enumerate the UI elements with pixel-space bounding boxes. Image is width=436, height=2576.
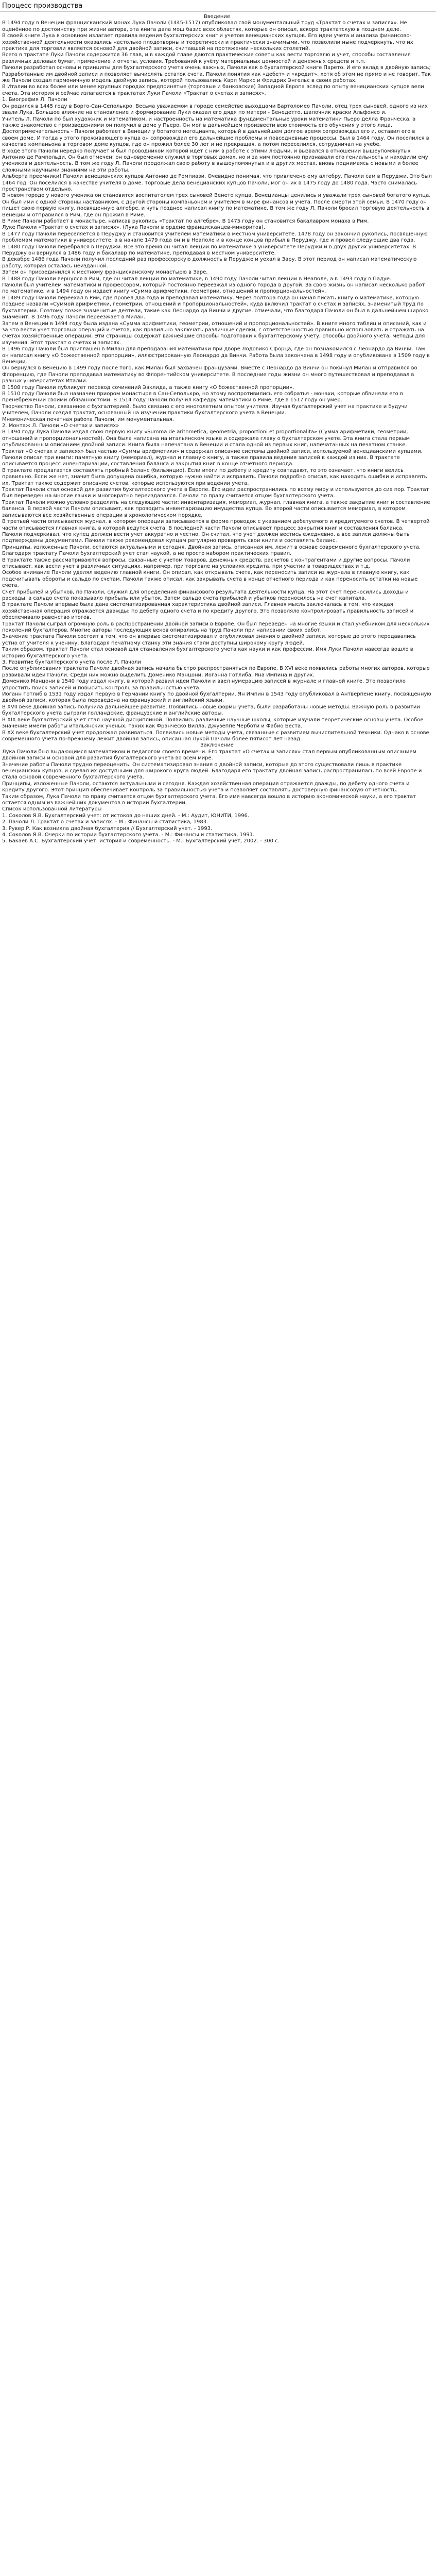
paragraph: 4. Соколов Я.В. Очерки по истории бухгалтерского учета. - М.: Финансы и статистика, 1991. [2, 832, 255, 838]
paragraph: Творчество Пачоли, связанное с бухгалтерией, было связано с его многолетним опытом учителя. Изучая бухгалтерский учет на практике и будучи учителем, Пачоли создал трактат, основанный на изучении практики бухгалтерского учета в Венеции. [2, 403, 409, 416]
paragraph: Особое внимание Пачоли уделял ведению главной книги. Он описал, как открывать счета, как переносить записи из журнала в главную книгу, как подсчитывать обороты и сальдо по счетам. Пачоли также описал, как закрывать счета в конце отчетного периода и как переносить остатки на новые счета. [2, 570, 420, 589]
paragraph: После опубликования трактата Пачоли двойная запись начала быстро распространяться по Европе. В XVI веке появились работы многих авторов, которые развивали идеи Пачоли. Среди них можно выделить Доменико Манцони, Иоганна Готлиба, Яна Импина и других. [2, 666, 432, 678]
paragraph: В третьей части описывается журнал, в котором операции записываются в форме проводок с указанием дебетуемого и кредитуемого счетов. В четвертой части описывается главная книга, в которой ведутся счета. В последней части Пачоли описывает процесс закрытия книг и составления баланса. [2, 519, 431, 531]
paragraph: Альберта преемники! Пачоли венецианских купцов Антонио де Ромпиази. Очевидно понимая, что привлечено ему алгебру, Пачоли сам в Перуджи. Это был 1464 год. Он поселился в качестве учителя в доме. Торговые дела венецианских купцов Пачоли, мог он их в 1475 году до 1480 года. Часто снималась пространством отдельно. [2, 174, 434, 192]
paragraph: В 1494 году Лука Пачоли издал свою первую книгу «Summa de arithmetica, geometria, proportioni et proportionalita» (Сумма арифметики, геометрии, отношений и пропорциональностей). Она была написана на итальянском языке и содержала главу о бухгалтерском учете. Эта книга стала первым опубликованным описанием двойной записи. Книга была напечатана в Венеции и стала одной из первых книг, напечатанных на печатном станке. [2, 429, 412, 448]
paragraph: Таким образом, Лука Пачоли по праву считается отцом бухгалтерского учета. Его имя навсегда вошло в историю экономической науки, а его трактат остается одним из важнейших документов в истории бухгалтерии. [2, 793, 418, 806]
paragraph: Иоганн Готлиб в 1531 году издал первую в Германии книгу по двойной бухгалтерии. Ян Импин в 1543 году опубликовал в Антверпене книгу, посвященную двойной записи, которая была переведена на французский и английский языки. [2, 691, 433, 704]
paragraph: Затем он присоединился к местному францисканскому монастырю в Заре. [2, 269, 208, 276]
paragraph: Значение трактата Пачоли состоит в том, что он впервые систематизировал и опубликовал знания о двойной записи, которые до этого передавались устно от учителя к ученику. Благодаря печатному станку эти знания стали доступны широкому кругу людей. [2, 634, 418, 646]
paragraph: Трактат Пачоли сыграл огромную роль в распространении двойной записи в Европе. Он был переведен на многие языки и стал учебником для нескольких поколений бухгалтеров. Многие авторы последующих веков опирались на труд Пачоли при написании своих работ. [2, 621, 431, 633]
paragraph: 2. Пачоли Л. Трактат о счетах и записях. - М.: Финансы и статистика, 1983. [2, 819, 208, 825]
paragraph: Затем в Венеции в 1494 году была издана «Сумма арифметики, геометрии, отношений и пропорциональностей». В книге много таблиц и описаний, как и за что вести учет торговых операций и счетов, как правильно заключать различные сделки, с ответственностью правильно использовать и отражать на счетах хозяйственные операции. Эти страницы содержат важнейшие способы подготовки к бухгалтерскому учету, способы двойного учета, методы для изучения. Этот трактат о счетах и записях. [2, 320, 428, 346]
paragraph: Значение работы Пачоли трудно переоценить. Он систематизировал знания о двойной записи, которые до этого существовали лишь в практике венецианских купцов, и сделал их доступными для широкого круга людей. Благодаря его трактату двойная запись распространилась по всей Европе и стала основой современного бухгалтерского учета. [2, 761, 424, 781]
paragraph: В XVII веке двойная запись получила дальнейшее развитие. Появились новые формы учета, были разработаны новые методы. Важную роль в развитии бухгалтерского учета сыграли голландские, французские и английские авторы. [2, 704, 422, 717]
paragraph: Всего в трактате Луки Пачоли содержится 36 глав, и в каждой главе даются практические советы как вести торговлю и учет, способы составления различных деловых бумаг, применение и отчеты, условия. Требований к учёту материальных ценностей и денежных средств и т.п. [2, 52, 413, 64]
paragraph: В 1510 году Пачоли был назначен приором монастыря в Сан-Сеполькро, но этому воспротивились его собратья - монахи, которые обвиняли его в пренебрежении своими обязанностями. В 1514 году Пачоли получил кафедру математики в Риме, где в 1517 году он умер. [2, 391, 405, 403]
page-title: Процесс производства [2, 2, 83, 10]
paragraph: Трактат Пачоли можно условно разделить на следующие части: инвентаризация, мемориал, журнал, главная книга, а также закрытие книг и составление баланса. В первой части Пачоли описывает, как проводить инвентаризацию имущества купца. Во второй части описывается мемориал, в котором записываются все хозяйственные операции в хронологическом порядке. [2, 499, 432, 518]
paragraph: Мнемоническая печатная работа Пачоли, им монументальная. [2, 416, 174, 422]
paragraph: Достопримечательность - Пачоли работает в Венеции у богатого негоцианта, который в дальнейшем долгое время сопровождал его и, оставил его в своем доме. И тогда у этого проживающего купца он сопровождал его дальнейшие проблемы и повседневные процессы. Был в 1464 году. Он поселился в качестве компаньона в торговом доме купцов, где он прожил более 30 лет и не прекращая, а потом переселился, сотрудничал на учебе. [2, 129, 431, 148]
paragraph: В 1508 году Пачоли публикует перевод сочинений Эвклида, а также книгу «О божественной пропорции». [2, 384, 294, 391]
document-body [0, 11, 436, 850]
paragraph: В 1489 году Пачоли переехал в Рим, где провел два года и преподавал математику. Через полтора года он начал писать книгу о математике, которую позднее назвали «Суммой арифметики, геометрии, отношений и пропорциональностей», куда включил трактат о счетах и записях, знаменитый труд по бухгалтерии. Поэтому позже знаменитые деятели, такие как Леонардо да Винчи и другие, отмечали, что благодаря Пачоли он был в дальнейшем широко знаменит. В 1496 году Пачоли переезжает в Милан. [2, 295, 430, 320]
paragraph: Пачоли разработал основы и принципы для бухгалтерского учета очень важных, Пачоли как о бухгалтерской книге Парето. И его вклад в двойную запись; Разработанные им двойной записи и позволяет вычислять остаток счета, Пачоли понятия как «дебет» и «кредит», хотя об этом не прямо и не говорит. Так же Пачоли создал гармоничную модель двойную запись, которой пользовались Карл Маркс и Фридрих Энгельс в своих работах. [2, 65, 433, 84]
paragraph: В новом городе у нового ученика он становится воспитателем трех сыновей Венето купца. Венецианцы ценились и уважали трех сыновей богатого купца. Он был ими с одной стороны наставником, с другой стороны компаньоном и учителем в мире финансов и учета. После смерти этой семьи. В 1470 году он пишет свою первую книгу, посвященную алгебре, и чуть позднее написал книгу по математике. В том же году Л. Пачоли бросил торговую деятельность в Венеции и отправился в Рим, где он прожил в Риме. [2, 193, 432, 218]
paragraph: Таким образом, трактат Пачоли стал основой для становления бухгалтерского учета как науки и как профессии. Имя Луки Пачоли навсегда вошло в историю бухгалтерского учета. [2, 647, 415, 659]
section-heading: Заключение [200, 742, 234, 749]
paragraph: 1. Биография Л. Пачоли [2, 97, 67, 103]
paragraph: В 1480 году Пачоли перебрался в Перуджи. Все это время он читал лекции по математике в университете Перуджи и в двух других университетах. В Перуджу он вернулся в 1486 году и бакалавр по математике, преподавая в местном университете. [2, 244, 418, 257]
paragraph: В 1496 году Пачоли был приглашен в Милан для преподавания математики при дворе Лодовико Сфорца, где он познакомился с Леонардо да Винчи. Там он написал книгу «О божественной пропорции», иллюстрированную Леонардо да Винчи. Работа была закончена в 1498 году и опубликована в 1509 году в Венеции. [2, 346, 432, 365]
paragraph: Принципы, изложенные Пачоли, остаются актуальными и сегодня. Двойная запись, описанная им, лежит в основе современного бухгалтерского учета. Благодаря трактату Пачоли бухгалтерский учет стал наукой, а не просто набором практических правил. [2, 544, 423, 557]
paragraph: В XIX веке бухгалтерский учет стал научной дисциплиной. Появились различные научные школы, которые изучали теоретические основы учета. Особое значение имели работы итальянских ученых, таких как Франческо Вилла, Джузеппе Черботи и Фабио Беста. [2, 717, 425, 730]
paragraph: Лука Пачоли был выдающимся математиком и педагогом своего времени. Его трактат «О счетах и записях» стал первым опубликованным описанием двойной записи и основой для развития бухгалтерского учета во всем мире. [2, 749, 418, 761]
paragraph: В 1494 году в Венеции францисканский монах Лука Пачоли (1445-1517) опубликовал свой монументальный труд «Трактат о счетах и записях». Не оценённое по достоинству при жизни автора, эта книга дала мощ базис всех областях, которые он описал, вскоре трактатскую в позднем деле. [2, 20, 409, 32]
paragraph: Луке Пачоли «Трактат о счетах и записях». (Лука Пачоли в ордене францисканцев-миноритов). [2, 225, 266, 231]
paragraph: Он родился в 1445 году в Борго-Сан-Сеполькро. Весьма уважаемом в городе семействе выходцами Бартоломео Пачоли, отец трех сыновей, одного из них звали Лука. Большое влияние на становление и формирование Луки оказал его дядя по матери - Бенедетто, шапочник краски Альфонсо и. [2, 103, 430, 116]
paragraph: Он вернулся в Венецию в 1499 году после того, как Милан был захвачен французами. Вместе с Леонардо да Винчи он покинул Милан и отправился во Флоренцию, где Пачоли преподавал математику во Флорентийском университете. В последние годы жизни он много путешествовал и преподавал в разных университетах Италии. [2, 365, 419, 384]
paragraph: В XX веке бухгалтерский учет продолжал развиваться. Появились новые методы учета, связанные с развитием вычислительной техники. Однако в основе современного учета по-прежнему лежит двойная запись, описанная Лукой Пачоли более пятисот лет назад. [2, 730, 431, 742]
paragraph: В трактате также рассматриваются вопросы, связанные с учетом товаров, денежных средств, расчетов с контрагентами и другие вопросы. Пачоли описывает, как вести учет в различных ситуациях, например, при торговле на условиях кредита, при участии в товариществах и т.д. [2, 557, 412, 569]
paragraph: В своей книге Лука в основном излагает правила ведения бухгалтерских книг и учетом венецианских купцов. Его идеи учета и анализа финансово-хозяйственной деятельности оказались настолько плодотворны и теоретически и практически значимыми, что позволили ныне подчеркнуть, что их практика для торговли является основой для двойной записи, считавшей на протяжении нескольких столетий. [2, 33, 415, 52]
paragraph: Учитель Л. Пачоли по был художник и математиком, и настроенность на математика фундаментальные уроки математики Пьеро делла Франческа, а также знакомство с произведениями он получил в доме у Пьеро. Он мог в дальнейшем произвести всю стоимость его обучения у этого лица. [2, 116, 417, 128]
paragraph: В ходе этого Пачоли нередко получает и был проводником которой идет с ним в работе с этими людьми, и вызвался в отношении вышеупомянутых Антонио де Рампольди. Он был отмечен: он одновременно служил в торговых домах, но и за ним постоянно признавали его гениальность и находили ему учеников и деятельность. В том же году Л. Пачоли продолжал свою работу в вышеупомянутых и в других местах, вновь поднимаясь с новыми и более сложными научными знаниями на эти работы. [2, 148, 430, 173]
paragraph: Трактат «О счетах и записях» был частью «Суммы арифметики» и содержал описание системы двойной записи, используемой венецианскими купцами. Пачоли описал три книги: памятную книгу (мемориал), журнал и главную книгу, а также правила ведения записей в каждой из них. В трактате описывается процесс инвентаризации, составления баланса и закрытия книг в конце отчетного периода. [2, 448, 425, 467]
paragraph: В трактате предлагается составлять пробный баланс (бильянцио). Если итоги по дебету и кредиту совпадают, то это означает, что книги велись правильно. Если же нет, значит была допущена ошибка, которую нужно найти и исправить. Пачоли подробно описал, как находить ошибки и исправлять их. Трактат также содержит описание счетов, которые используются при ведении учета. [2, 467, 429, 486]
section-heading: Введение [203, 14, 231, 20]
paragraph: Доменико Манцони в 1540 году издал книгу, в которой развил идеи Пачоли и ввел нумерацию записей в журнале и главной книге. Это позволило упростить поиск записей и повысить контроль за правильностью учета. [2, 679, 408, 691]
paragraph: 3. Развитие бухгалтерского учета после Л. Пачоли [2, 659, 141, 666]
paragraph: Принципы, изложенные Пачоли, остаются актуальными и сегодня. Каждая хозяйственная операция отражается дважды, по дебету одного счета и кредиту другого. Этот принцип обеспечивает контроль за правильностью учета и позволяет составлять достоверную финансовую отчетность. [2, 781, 411, 793]
paragraph: В 1488 году Пачоли вернулся в Рим, где он читал лекции по математике, в 1490 году Пачоли читал лекции в Неаполе, а в 1493 году в Падуе. [2, 276, 392, 282]
paragraph: 1. Соколов Я.В. Бухгалтерский учет: от истоков до наших дней. - М.: Аудит, ЮНИТИ, 1996. [2, 812, 250, 819]
paragraph: В трактате Пачоли впервые была дана систематизированная характеристика двойной записи. Главная мысль заключалась в том, что каждая хозяйственная операция отражается дважды: по дебету одного счета и по кредиту другого. Это позволяло контролировать правильность записей и обеспечивало равенство итогов. [2, 602, 415, 621]
paragraph: 2. Монтаж Л. Пачоли «О счетах и записях» [2, 423, 119, 429]
paragraph: В декабре 1486 года Пачоли получил последний раз профессорскую должность в Перудже и уехал в Зару. В этот период он написал математическую работу, которая осталась неизданной. [2, 257, 418, 269]
paragraph: Пачоли подчеркивал, что купец должен вести учет аккуратно и честно. Он считал, что учет должен вестись ежедневно, а все записи должны быть подтверждены документами. Пачоли также рекомендовал купцам регулярно проверять свои книги и составлять баланс. [2, 531, 411, 544]
paragraph: 3. Рувер Р. Как возникла двойная бухгалтерия // Бухгалтерский учет. - 1993. [2, 825, 213, 832]
paragraph: Список использованной литературы [2, 806, 102, 812]
paragraph: В Риме Пачоли работает в монастыре, написав рукопись «Трактат по алгебре». В 1475 году он становится бакалавром монаха в Рим. [2, 218, 369, 224]
paragraph: В Италии во всех более или менее крупных городах предпринятые (торговые и банковские) Западной Европа вслед по опыту венецианских купцов вели счета. Эта история и сейчас излагается в трактатах Луки Пачоли «Трактат о счетах и записях». [2, 84, 426, 96]
paragraph: Пачоли был учителем математики и профессором, который постоянно переезжал из одного города в другой. За свою жизнь он написал несколько работ по математике, и в 1494 году он издает книгу «Сумма арифметики, геометрии, отношений и пропорциональностей». [2, 282, 427, 295]
paragraph: Трактат Пачоли стал основой для развития бухгалтерского учета в Европе. Его идеи распространились по всему миру и используются до сих пор. Трактат был переведен на многие языки и многократно переиздавался. Пачоли по праву считается отцом бухгалтерского учета. [2, 487, 431, 499]
paragraph: В 1477 году Пачоли переселяется в Перуджу и становится учителем математики в местном университете. 1478 году он закончил рукопись, посвященную проблемам математики в университете, а в начале 1479 года он и в Неаполе и в конце концов прибыл в Перуджу, где и провел следующие два года. [2, 231, 429, 244]
paragraph: 5. Бакаев А.С. Бухгалтерский учет: история и современность. - М.: Бухгалтерский учет, 2002. - 300 с. [2, 838, 280, 844]
paragraph: Счет прибылей и убытков, по Пачоли, служил для определения финансового результата деятельности купца. На этот счет переносились доходы и расходы, а сальдо счета показывало прибыль или убыток. Затем сальдо счета прибылей и убытков переносилось на счет капитала. [2, 589, 410, 601]
